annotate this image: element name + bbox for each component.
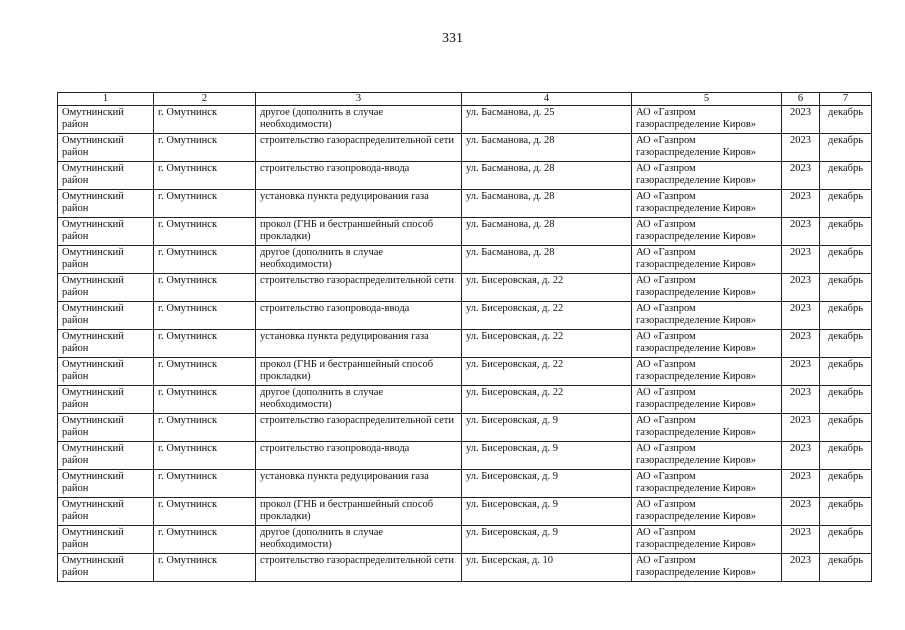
organization-cell: АО «Газпром газораспределение Киров»: [632, 442, 782, 470]
city-cell: г. Омутнинск: [154, 246, 256, 274]
city-cell: г. Омутнинск: [154, 526, 256, 554]
district-cell: Омутнинский район: [58, 470, 154, 498]
city-cell: г. Омутнинск: [154, 106, 256, 134]
address-cell: ул. Басманова, д. 28: [462, 246, 632, 274]
year-cell: 2023: [782, 498, 820, 526]
table-row: [58, 414, 872, 442]
year-cell: 2023: [782, 414, 820, 442]
address-cell: ул. Басманова, д. 28: [462, 218, 632, 246]
year-cell: 2023: [782, 274, 820, 302]
work-type-cell: строительство газораспределительной сети: [256, 414, 462, 442]
district-cell: Омутнинский район: [58, 162, 154, 190]
city-cell: г. Омутнинск: [154, 498, 256, 526]
year-cell: 2023: [782, 358, 820, 386]
table-row: [58, 498, 872, 526]
city-cell: г. Омутнинск: [154, 414, 256, 442]
district-cell: Омутнинский район: [58, 414, 154, 442]
month-cell: декабрь: [820, 106, 872, 134]
table-row: [58, 526, 872, 554]
work-type-cell: строительство газораспределительной сети: [256, 134, 462, 162]
organization-cell: АО «Газпром газораспределение Киров»: [632, 554, 782, 582]
address-cell: ул. Бисеровская, д. 22: [462, 386, 632, 414]
organization-cell: АО «Газпром газораспределение Киров»: [632, 246, 782, 274]
month-cell: декабрь: [820, 442, 872, 470]
month-cell: декабрь: [820, 134, 872, 162]
month-cell: декабрь: [820, 274, 872, 302]
city-cell: г. Омутнинск: [154, 358, 256, 386]
table-row: [58, 554, 872, 582]
year-cell: 2023: [782, 246, 820, 274]
city-cell: г. Омутнинск: [154, 442, 256, 470]
year-cell: 2023: [782, 302, 820, 330]
district-cell: Омутнинский район: [58, 386, 154, 414]
work-type-cell: установка пункта редуцирования газа: [256, 190, 462, 218]
month-cell: декабрь: [820, 218, 872, 246]
table-row: [58, 386, 872, 414]
table-row: [58, 218, 872, 246]
month-cell: декабрь: [820, 526, 872, 554]
organization-cell: АО «Газпром газораспределение Киров»: [632, 330, 782, 358]
month-cell: декабрь: [820, 498, 872, 526]
city-cell: г. Омутнинск: [154, 134, 256, 162]
district-cell: Омутнинский район: [58, 442, 154, 470]
city-cell: г. Омутнинск: [154, 274, 256, 302]
district-cell: Омутнинский район: [58, 246, 154, 274]
table-row: [58, 302, 872, 330]
work-type-cell: прокол (ГНБ и бестраншейный способ прокладки): [256, 218, 462, 246]
work-type-cell: прокол (ГНБ и бестраншейный способ прокладки): [256, 358, 462, 386]
organization-cell: АО «Газпром газораспределение Киров»: [632, 190, 782, 218]
table-row: [58, 330, 872, 358]
city-cell: г. Омутнинск: [154, 162, 256, 190]
organization-cell: АО «Газпром газораспределение Киров»: [632, 526, 782, 554]
city-cell: г. Омутнинск: [154, 470, 256, 498]
district-cell: Омутнинский район: [58, 190, 154, 218]
address-cell: ул. Бисеровская, д. 22: [462, 302, 632, 330]
organization-cell: АО «Газпром газораспределение Киров»: [632, 162, 782, 190]
column-header: 7: [820, 93, 872, 106]
work-type-cell: установка пункта редуцирования газа: [256, 470, 462, 498]
district-cell: Омутнинский район: [58, 358, 154, 386]
table-row: [58, 106, 872, 134]
month-cell: декабрь: [820, 470, 872, 498]
work-type-cell: строительство газопровода-ввода: [256, 162, 462, 190]
work-schedule-table: [57, 92, 872, 582]
work-type-cell: установка пункта редуцирования газа: [256, 330, 462, 358]
district-cell: Омутнинский район: [58, 106, 154, 134]
table-row: [58, 470, 872, 498]
city-cell: г. Омутнинск: [154, 330, 256, 358]
work-type-cell: строительство газораспределительной сети: [256, 554, 462, 582]
column-number-row: [58, 93, 872, 106]
year-cell: 2023: [782, 526, 820, 554]
work-type-cell: строительство газопровода-ввода: [256, 442, 462, 470]
address-cell: ул. Бисеровская, д. 9: [462, 414, 632, 442]
year-cell: 2023: [782, 386, 820, 414]
city-cell: г. Омутнинск: [154, 554, 256, 582]
table-body: [58, 106, 872, 582]
year-cell: 2023: [782, 218, 820, 246]
column-header: 6: [782, 93, 820, 106]
address-cell: ул. Басманова, д. 28: [462, 162, 632, 190]
year-cell: 2023: [782, 162, 820, 190]
city-cell: г. Омутнинск: [154, 190, 256, 218]
work-type-cell: другое (дополнить в случае необходимости): [256, 106, 462, 134]
address-cell: ул. Басманова, д. 28: [462, 134, 632, 162]
district-cell: Омутнинский район: [58, 554, 154, 582]
organization-cell: АО «Газпром газораспределение Киров»: [632, 414, 782, 442]
page-number: 331: [442, 31, 463, 46]
organization-cell: АО «Газпром газораспределение Киров»: [632, 274, 782, 302]
year-cell: 2023: [782, 330, 820, 358]
month-cell: декабрь: [820, 358, 872, 386]
district-cell: Омутнинский район: [58, 134, 154, 162]
year-cell: 2023: [782, 470, 820, 498]
month-cell: декабрь: [820, 554, 872, 582]
table-row: [58, 246, 872, 274]
address-cell: ул. Бисерская, д. 10: [462, 554, 632, 582]
address-cell: ул. Бисеровская, д. 9: [462, 526, 632, 554]
year-cell: 2023: [782, 134, 820, 162]
column-header: 2: [154, 93, 256, 106]
table-row: [58, 274, 872, 302]
address-cell: ул. Бисеровская, д. 22: [462, 330, 632, 358]
organization-cell: АО «Газпром газораспределение Киров»: [632, 302, 782, 330]
work-type-cell: другое (дополнить в случае необходимости): [256, 526, 462, 554]
month-cell: декабрь: [820, 330, 872, 358]
table-row: [58, 358, 872, 386]
year-cell: 2023: [782, 554, 820, 582]
city-cell: г. Омутнинск: [154, 302, 256, 330]
organization-cell: АО «Газпром газораспределение Киров»: [632, 386, 782, 414]
organization-cell: АО «Газпром газораспределение Киров»: [632, 358, 782, 386]
year-cell: 2023: [782, 190, 820, 218]
organization-cell: АО «Газпром газораспределение Киров»: [632, 498, 782, 526]
address-cell: ул. Бисеровская, д. 9: [462, 442, 632, 470]
address-cell: ул. Бисеровская, д. 22: [462, 274, 632, 302]
address-cell: ул. Басманова, д. 28: [462, 190, 632, 218]
work-type-cell: строительство газопровода-ввода: [256, 302, 462, 330]
year-cell: 2023: [782, 106, 820, 134]
table-row: [58, 442, 872, 470]
month-cell: декабрь: [820, 246, 872, 274]
work-type-cell: другое (дополнить в случае необходимости): [256, 386, 462, 414]
address-cell: ул. Бисеровская, д. 22: [462, 358, 632, 386]
district-cell: Омутнинский район: [58, 218, 154, 246]
district-cell: Омутнинский район: [58, 330, 154, 358]
district-cell: Омутнинский район: [58, 526, 154, 554]
month-cell: декабрь: [820, 302, 872, 330]
work-type-cell: прокол (ГНБ и бестраншейный способ прокладки): [256, 498, 462, 526]
work-type-cell: строительство газораспределительной сети: [256, 274, 462, 302]
column-header: 1: [58, 93, 154, 106]
table-row: [58, 190, 872, 218]
organization-cell: АО «Газпром газораспределение Киров»: [632, 106, 782, 134]
district-cell: Омутнинский район: [58, 274, 154, 302]
address-cell: ул. Бисеровская, д. 9: [462, 470, 632, 498]
month-cell: декабрь: [820, 190, 872, 218]
district-cell: Омутнинский район: [58, 498, 154, 526]
work-type-cell: другое (дополнить в случае необходимости): [256, 246, 462, 274]
column-header: 4: [462, 93, 632, 106]
city-cell: г. Омутнинск: [154, 386, 256, 414]
table-row: [58, 134, 872, 162]
address-cell: ул. Бисеровская, д. 9: [462, 498, 632, 526]
table-row: [58, 162, 872, 190]
district-cell: Омутнинский район: [58, 302, 154, 330]
city-cell: г. Омутнинск: [154, 218, 256, 246]
year-cell: 2023: [782, 442, 820, 470]
month-cell: декабрь: [820, 162, 872, 190]
organization-cell: АО «Газпром газораспределение Киров»: [632, 470, 782, 498]
month-cell: декабрь: [820, 414, 872, 442]
organization-cell: АО «Газпром газораспределение Киров»: [632, 218, 782, 246]
organization-cell: АО «Газпром газораспределение Киров»: [632, 134, 782, 162]
address-cell: ул. Басманова, д. 25: [462, 106, 632, 134]
column-header: 5: [632, 93, 782, 106]
month-cell: декабрь: [820, 386, 872, 414]
column-header: 3: [256, 93, 462, 106]
